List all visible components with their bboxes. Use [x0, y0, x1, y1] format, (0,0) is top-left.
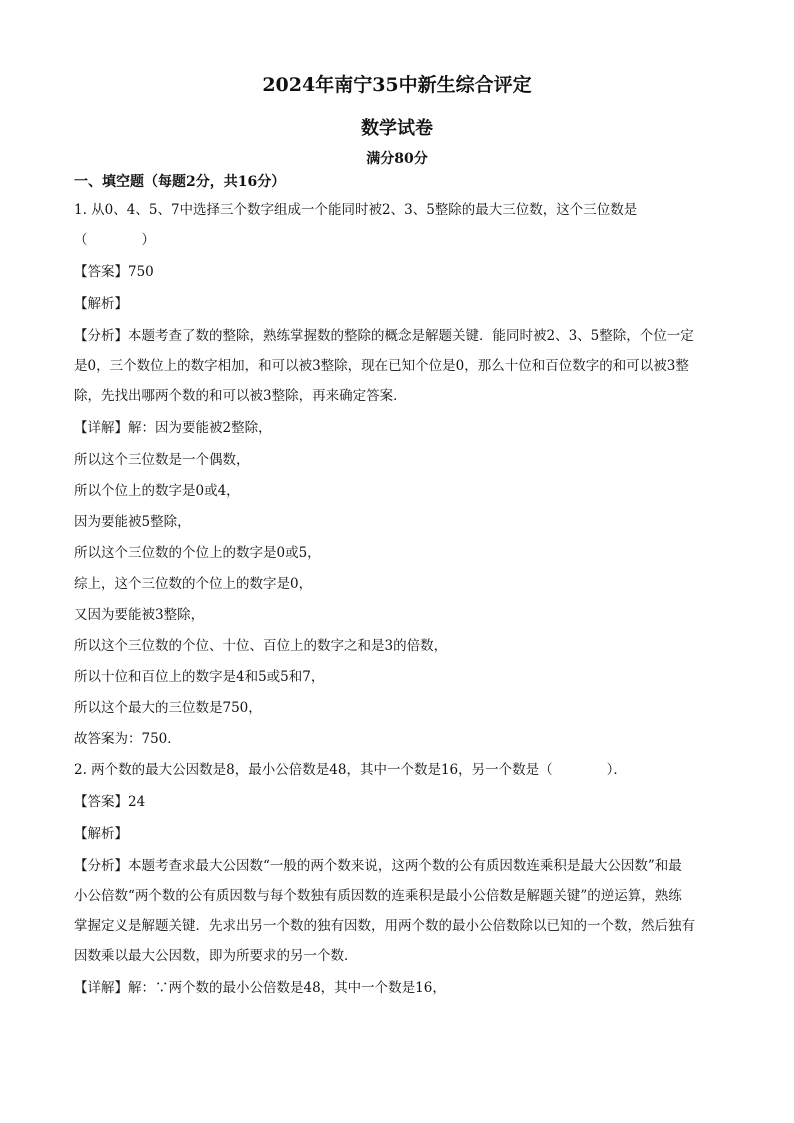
q1-question: 1. 从0、4、5、7中选择三个数字组成一个能同时被2、3、5整除的最大三位数，这个三位数是 — [74, 202, 638, 218]
q1-detail-line: 所以十位和百位上的数字是4和5或5和7， — [74, 669, 325, 685]
q1-blank: （ ） — [74, 232, 155, 248]
q1-answer: 【答案】750 — [74, 264, 154, 280]
q1-analysis-line: 【分析】本题考查了数的整除，熟练掌握数的整除的概念是解题关键．能同时被2、3、5整除，个位一定 — [74, 328, 694, 344]
q1-detail-line: 所以这个三位数的个位上的数字是0或5， — [74, 545, 321, 561]
q1-detail-line: 所以这个三位数是一个偶数， — [74, 452, 250, 468]
q1-detail-line: 又因为要能被3整除， — [74, 607, 205, 623]
q1-detail-line: 所以这个最大的三位数是750， — [74, 700, 262, 716]
q1-detail-line: 综上，这个三位数的个位上的数字是0， — [74, 576, 313, 592]
q2-analysis-line: 掌握定义是解题关键．先求出另一个数的独有因数，用两个数的最小公倍数除以已知的一个数，然后独有 — [74, 918, 695, 934]
q1-analysis-label: 【解析】 — [74, 296, 128, 312]
q2-detail-line: 【详解】解：∵两个数的最小公倍数是48，其中一个数是16， — [74, 980, 446, 996]
q1-detail-line: 所以个位上的数字是0或4， — [74, 483, 240, 499]
q1-analysis-line: 是0，三个数位上的数字相加，和可以被3整除，现在已知个位是0，那么十位和百位数字的和可以被3整 — [74, 358, 689, 374]
q2-question: 2. 两个数的最大公因数是8，最小公倍数是48，其中一个数是16，另一个数是（ ）． — [74, 762, 627, 778]
q2-analysis-line: 因数乘以最大公因数，即为所要求的另一个数． — [74, 948, 358, 964]
page-subtitle: 数学试卷 — [361, 118, 433, 139]
q1-detail-line: 故答案为：750． — [74, 731, 181, 747]
q1-detail-line: 所以这个三位数的个位、十位、百位上的数字之和是3的倍数， — [74, 638, 448, 654]
q2-answer: 【答案】24 — [74, 794, 146, 810]
q1-detail-line: 因为要能被5整除， — [74, 514, 191, 530]
q2-analysis-line: 【分析】本题考查求最大公因数“一般的两个数来说，这两个数的公有质因数连乘积是最大公因数”和最 — [74, 858, 682, 874]
q1-analysis-line: 除，先找出哪两个数的和可以被3整除，再来确定答案． — [74, 388, 407, 404]
total-score: 满分80分 — [366, 151, 428, 167]
q2-analysis-line: 小公倍数“两个数的公有质因数与每个数独有质因数的连乘积是最小公倍数是解题关键”的逆运算，熟练 — [74, 888, 682, 904]
q2-analysis-label: 【解析】 — [74, 826, 128, 842]
section-heading: 一、填空题（每题2分，共16分） — [74, 174, 286, 190]
q1-detail-line: 【详解】解：因为要能被2整除， — [74, 420, 272, 436]
page-title: 2024年南宁35中新生综合评定 — [262, 74, 532, 96]
